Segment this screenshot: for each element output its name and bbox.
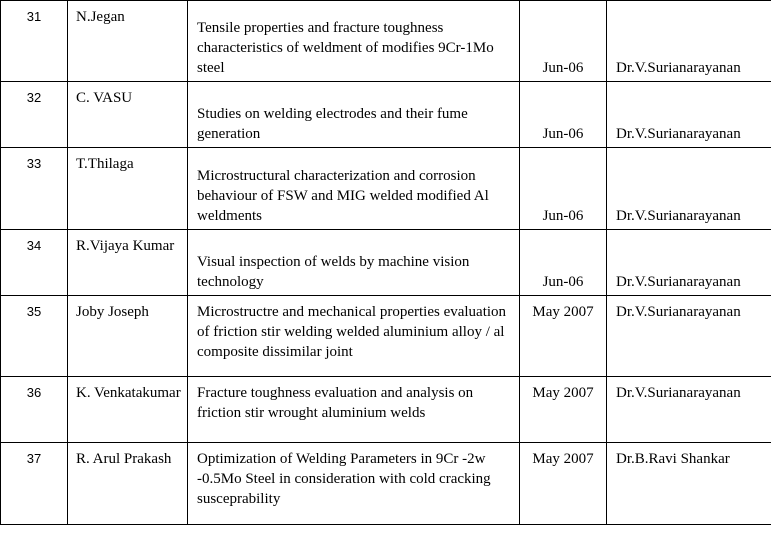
- completion-date: Jun-06: [542, 208, 584, 224]
- guide-name: Dr.V.Surianarayanan: [616, 274, 741, 290]
- guide-cell: [607, 1, 771, 82]
- guide-cell: [607, 148, 771, 230]
- table-row: [1, 1, 771, 82]
- serial-number: 33: [1, 148, 68, 230]
- project-title: Microstructre and mechanical properties evaluation of friction stir welding welded aluminium alloy / al composite dissimilar joint: [197, 304, 507, 360]
- student-name: R.Vijaya Kumar: [68, 230, 188, 296]
- date-cell: [520, 377, 607, 443]
- project-title: Tensile properties and fracture toughness characteristics of weldment of modifies 9Cr-1Mo steel: [197, 20, 494, 76]
- student-name: R. Arul Prakash: [68, 443, 188, 525]
- title-cell: [188, 82, 520, 148]
- serial-number: 31: [1, 1, 68, 82]
- guide-name: Dr.V.Surianarayanan: [616, 208, 741, 224]
- table-row: [1, 148, 771, 230]
- student-name: Joby Joseph: [68, 296, 188, 377]
- date-cell: [520, 82, 607, 148]
- title-cell: [188, 230, 520, 296]
- guide-cell: [607, 377, 771, 443]
- guide-cell: [607, 230, 771, 296]
- student-name: C. VASU: [68, 82, 188, 148]
- guide-name: Dr.V.Surianarayanan: [616, 60, 741, 76]
- table-row: [1, 443, 771, 525]
- serial-number: 37: [1, 443, 68, 525]
- serial-number: 32: [1, 82, 68, 148]
- project-title: Studies on welding electrodes and their fume generation: [197, 106, 468, 142]
- date-cell: [520, 148, 607, 230]
- title-cell: [188, 296, 520, 377]
- serial-number: 34: [1, 230, 68, 296]
- serial-number: 35: [1, 296, 68, 377]
- guide-cell: [607, 82, 771, 148]
- title-cell: [188, 377, 520, 443]
- guide-name: Dr.B.Ravi Shankar: [616, 451, 730, 467]
- date-cell: [520, 1, 607, 82]
- guide-name: Dr.V.Surianarayanan: [616, 126, 741, 142]
- table-row: [1, 296, 771, 377]
- completion-date: May 2007: [532, 451, 594, 467]
- date-cell: [520, 443, 607, 525]
- guide-name: Dr.V.Surianarayanan: [616, 304, 741, 320]
- title-cell: [188, 443, 520, 525]
- project-title: Visual inspection of welds by machine vision technology: [197, 254, 470, 290]
- date-cell: [520, 230, 607, 296]
- table-row: [1, 82, 771, 148]
- project-title: Fracture toughness evaluation and analysis on friction stir wrought aluminium welds: [197, 385, 474, 421]
- student-name: T.Thilaga: [68, 148, 188, 230]
- completion-date: May 2007: [532, 304, 594, 320]
- title-cell: [188, 1, 520, 82]
- guide-cell: [607, 296, 771, 377]
- project-title: Microstructural characterization and corrosion behaviour of FSW and MIG welded modified Al weldments: [197, 168, 489, 224]
- project-title: Optimization of Welding Parameters in 9Cr -2w -0.5Mo Steel in consideration with cold cracking susceprability: [197, 451, 491, 507]
- serial-number: 36: [1, 377, 68, 443]
- title-cell: [188, 148, 520, 230]
- student-name: N.Jegan: [68, 1, 188, 82]
- student-name: K. Venkatakumar: [68, 377, 188, 443]
- completion-date: May 2007: [532, 385, 594, 401]
- completion-date: Jun-06: [542, 126, 584, 142]
- table-row: [1, 230, 771, 296]
- guide-cell: [607, 443, 771, 525]
- completion-date: Jun-06: [542, 60, 584, 76]
- guide-name: Dr.V.Surianarayanan: [616, 385, 741, 401]
- date-cell: [520, 296, 607, 377]
- table-row: [1, 377, 771, 443]
- completion-date: Jun-06: [542, 274, 584, 290]
